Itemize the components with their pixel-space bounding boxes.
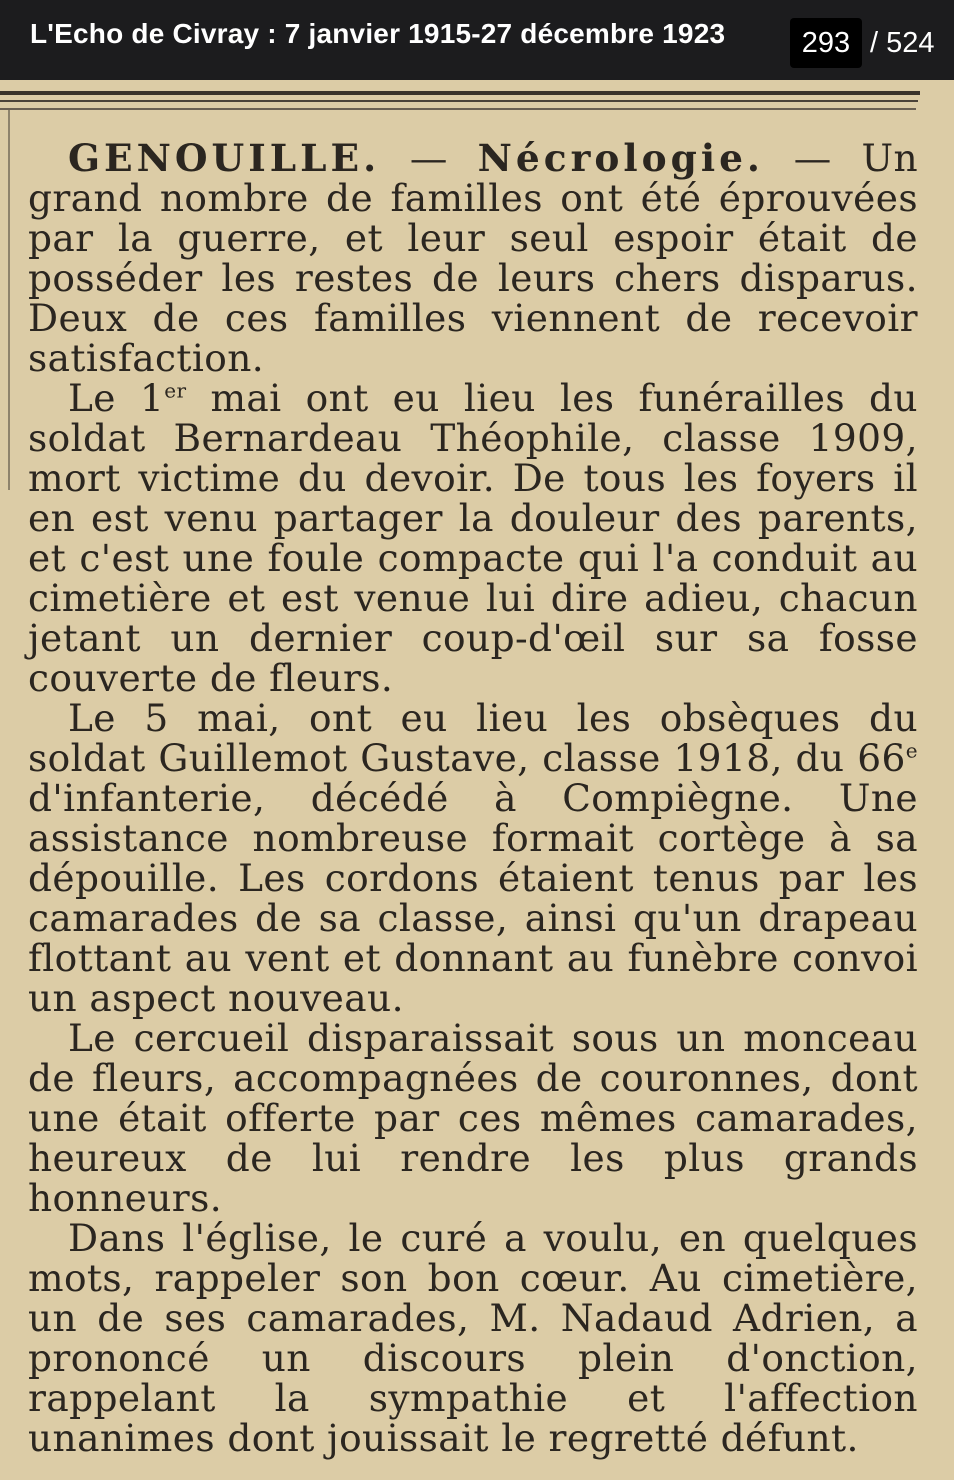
article-text: Un grand nombre de familles ont été éprouvées par la guerre, et leur seul espoir était de posséder les restes de leurs chers disparus. Deux de ces familles viennent de recevoir satisfaction. — [28, 136, 918, 380]
article-text: Le 1 — [68, 376, 165, 420]
heading-dash: — — [380, 136, 478, 180]
article-paragraph: Le cercueil disparaissait sous un monceau de fleurs, accompagnées de couronnes, dont une était offerte par ces mêmes camarades, heureux de lui rendre les plus grands honneurs. — [28, 1016, 918, 1220]
article-paragraph — [28, 698, 918, 1018]
article-paragraph: Dans l'église, le curé a voulu, en quelques mots, rappeler son bon cœur. Au cimetière, un de ses camarades, M. Nadaud Adrien, a prononcé un discours plein d'onction, rappelant la sympathie et l'affection unanimes dont jouissait le regretté défunt. — [28, 1216, 918, 1460]
heading-dash: — — [764, 136, 862, 180]
article-text: d'infanterie, décédé à Compiègne. Une assistance nombreuse formait cortège à sa dépouille. Les cordons étaient tenus par les camarades de sa classe, ainsi qu'un drapeau flottant au vent et donnant au funèbre convoi un aspect nouveau. — [28, 776, 918, 1020]
ordinal-superscript: er — [164, 378, 187, 403]
article-paragraph — [28, 138, 918, 378]
document-title: L'Echo de Civray : 7 janvier 1915-27 décembre 1923 — [30, 18, 726, 49]
article-heading-place: GENOUILLE. — [68, 136, 381, 180]
newspaper-page — [0, 80, 954, 1480]
article-text: Le 5 mai, ont eu lieu les obsèques du soldat Guillemot Gustave, classe 1918, du 66 — [28, 696, 918, 780]
column-divider — [8, 110, 10, 490]
page-total: / 524 — [870, 27, 935, 59]
column-rule — [0, 91, 920, 95]
article-heading-topic: Nécrologie. — [477, 136, 764, 180]
viewer-top-bar — [0, 0, 954, 80]
article-body — [28, 138, 918, 1458]
column-rule — [0, 108, 916, 110]
article-text: mai ont eu lieu les funérailles du soldat Bernardeau Théophile, classe 1909, mort victime du devoir. De tous les foyers il en est venu partager la douleur des parents, et c'est une foule compacte qui l'a conduit au cimetière et est venue lui dire adieu, chacun jetant un dernier coup-d'œil sur sa fosse couverte de fleurs. — [28, 376, 918, 700]
ordinal-superscript: e — [905, 738, 918, 763]
column-rule — [0, 100, 918, 102]
article-paragraph — [28, 378, 918, 698]
page-number-input[interactable]: 293 — [790, 18, 862, 68]
